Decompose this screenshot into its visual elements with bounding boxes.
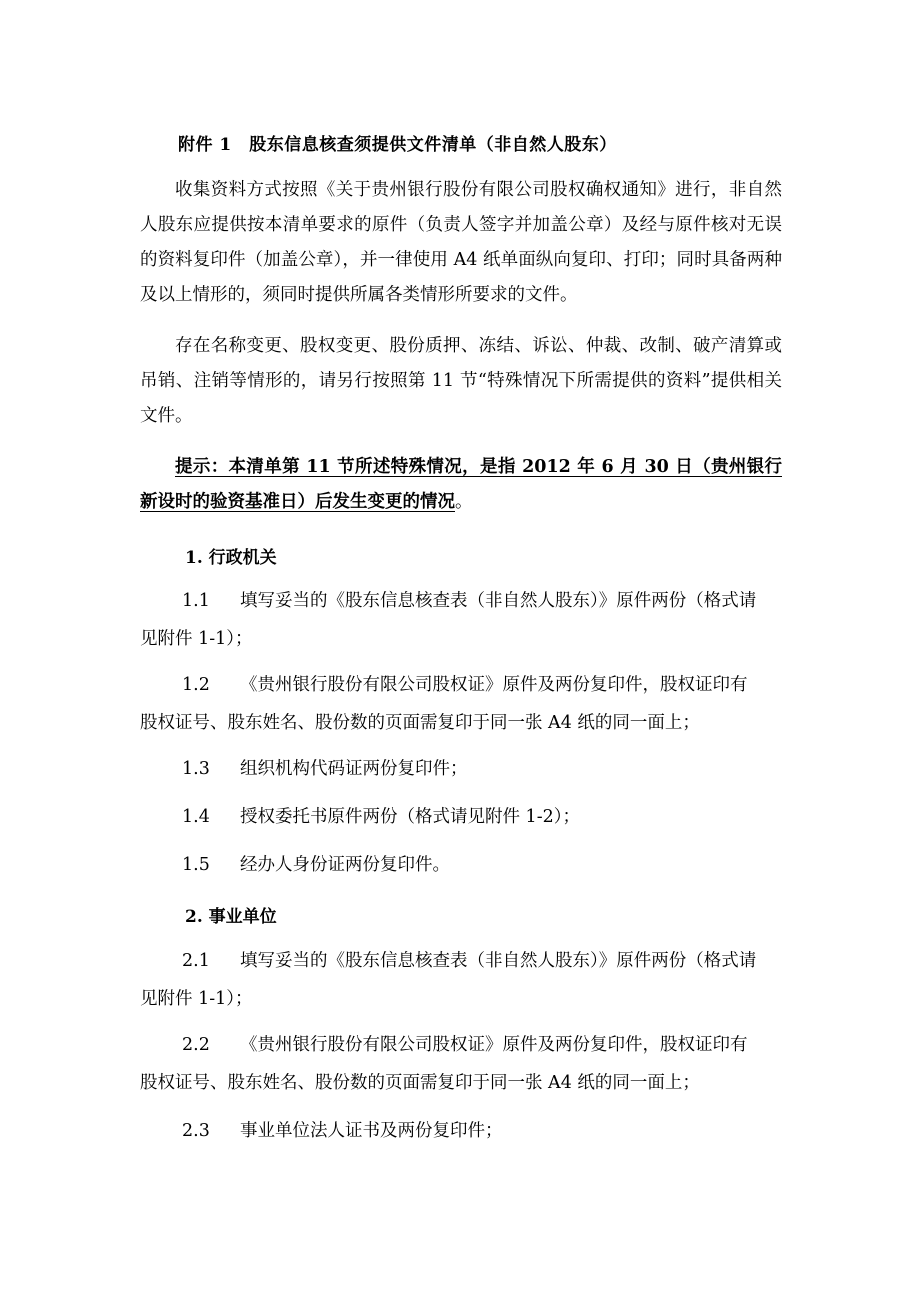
- item-text-continued: 股权证号、股东姓名、股份数的页面需复印于同一张 A4 纸的同一面上；: [140, 713, 700, 733]
- page-title: 附件 1 股东信息核查须提供文件清单（非自然人股东）: [178, 135, 617, 155]
- item-text: 《贵州银行股份有限公司股权证》原件及两份复印件，股权证印有: [240, 675, 748, 695]
- list-item: [140, 942, 782, 1018]
- item-number: 1.2: [182, 675, 210, 695]
- item-number: 2.2: [182, 1035, 210, 1055]
- list-item: [140, 1026, 782, 1102]
- section-heading-administrative: 1. 行政机关: [185, 548, 277, 568]
- special-cases-paragraph: 存在名称变更、股权变更、股份质押、冻结、诉讼、仲裁、改制、破产清算或吊销、注销等情形的，请另行按照第 11 节“特殊情况下所需提供的资料”提供相关文件。: [140, 336, 782, 426]
- item-number: 2.3: [182, 1121, 210, 1141]
- list-item: [140, 846, 782, 884]
- list-item: [140, 1112, 782, 1150]
- item-text: 填写妥当的《股东信息核查表（非自然人股东）》原件两份（格式请: [240, 951, 757, 971]
- item-text-continued: 股权证号、股东姓名、股份数的页面需复印于同一张 A4 纸的同一面上；: [140, 1073, 700, 1093]
- hint-paragraph: [140, 450, 782, 520]
- item-number: 1.1: [182, 591, 210, 611]
- item-number: 1.4: [182, 807, 210, 827]
- intro-paragraph: 收集资料方式按照《关于贵州银行股份有限公司股权确权通知》进行，非自然人股东应提供按本清单要求的原件（负责人签字并加盖公章）及经与原件核对无误的资料复印件（加盖公章），并一律使用 A4 纸单面纵向复印、打印；同时具备两种及以上情形的，须同时提供所属各类情形所要求的文件。: [140, 180, 782, 305]
- list-item: [140, 750, 782, 788]
- item-text-continued: 见附件 1-1）；: [140, 629, 253, 649]
- list-item: [140, 582, 782, 658]
- item-text: 组织机构代码证两份复印件；: [240, 759, 468, 779]
- section-heading-public-institution: 2. 事业单位: [185, 907, 277, 927]
- item-text: 《贵州银行股份有限公司股权证》原件及两份复印件，股权证印有: [240, 1035, 748, 1055]
- item-text: 经办人身份证两份复印件。: [240, 855, 450, 875]
- hint-end-punct: 。: [455, 492, 473, 512]
- list-item: [140, 666, 782, 742]
- item-number: 1.5: [182, 855, 210, 875]
- list-item: [140, 798, 782, 836]
- item-number: 2.1: [182, 951, 210, 971]
- item-text: 事业单位法人证书及两份复印件；: [240, 1121, 503, 1141]
- hint-text: 提示：本清单第 11 节所述特殊情况，是指 2012 年 6 月 30 日（贵州银行新设时的验资基准日）后发生变更的情况: [140, 457, 782, 512]
- item-text: 填写妥当的《股东信息核查表（非自然人股东）》原件两份（格式请: [240, 591, 757, 611]
- item-text: 授权委托书原件两份（格式请见附件 1-2）；: [240, 807, 580, 827]
- item-text-continued: 见附件 1-1）；: [140, 989, 253, 1009]
- item-number: 1.3: [182, 759, 210, 779]
